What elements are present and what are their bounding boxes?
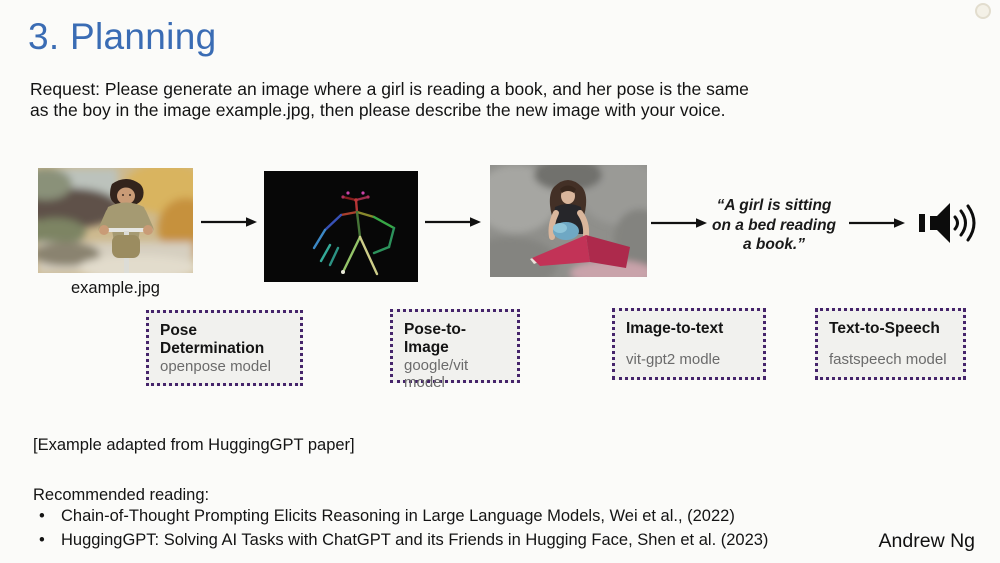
boy-on-scooter-illustration — [38, 168, 193, 273]
task-model: google/vit model — [404, 357, 469, 391]
task-title: Pose Determination — [160, 322, 265, 357]
flow-arrow-4 — [848, 217, 906, 229]
openpose-skeleton-illustration — [264, 171, 418, 282]
caption-line-2: on a bed reading — [711, 216, 836, 234]
task-box-pose-to-image — [390, 309, 520, 391]
task-title: Pose-to-Image — [404, 321, 466, 356]
input-image-boy-on-scooter — [38, 168, 193, 273]
reading-list — [36, 506, 768, 554]
caption-line-3: a book.” — [742, 236, 805, 254]
author-name: Andrew Ng — [878, 530, 975, 552]
request-text — [30, 79, 749, 120]
speaker-icon — [918, 198, 976, 248]
reading-item: • Chain-of-Thought Prompting Elicits Reasoning in Large Language Models, Wei et al., (2022) — [36, 506, 768, 527]
caption-line-1: “A girl is sitting — [716, 197, 832, 214]
task-title: Text-to-Speech — [829, 320, 940, 337]
request-line-2: as the boy in the image example.jpg, then please describe the new image with your voice. — [30, 99, 726, 120]
task-box-pose-determination — [146, 310, 303, 386]
reading-heading: Recommended reading: — [33, 486, 210, 504]
request-line-1: Request: Please generate an image where a girl is reading a book, and her pose is the same — [30, 79, 749, 99]
slide-title: 3. Planning — [28, 16, 217, 57]
task-box-image-to-text — [612, 308, 766, 380]
task-model: fastspeech model — [829, 351, 947, 368]
output-image-girl-reading — [490, 165, 647, 277]
task-title: Image-to-text — [626, 320, 724, 337]
watermark-dot — [975, 3, 991, 19]
task-box-text-to-speech — [815, 308, 966, 380]
reading-item: • HuggingGPT: Solving AI Tasks with ChatGPT and its Friends in Hugging Face, Shen et al. (2023) — [36, 530, 768, 551]
pose-skeleton-image — [264, 171, 418, 282]
flow-arrow-1 — [200, 216, 258, 228]
input-image-filename: example.jpg — [71, 279, 160, 297]
flow-arrow-2 — [424, 216, 482, 228]
girl-reading-illustration — [490, 165, 647, 277]
source-note: [Example adapted from HuggingGPT paper] — [33, 436, 355, 454]
task-model: vit-gpt2 modle — [626, 351, 721, 368]
flow-arrow-3 — [650, 217, 708, 229]
audio-caption-text — [704, 196, 844, 255]
task-model: openpose model — [160, 358, 271, 375]
